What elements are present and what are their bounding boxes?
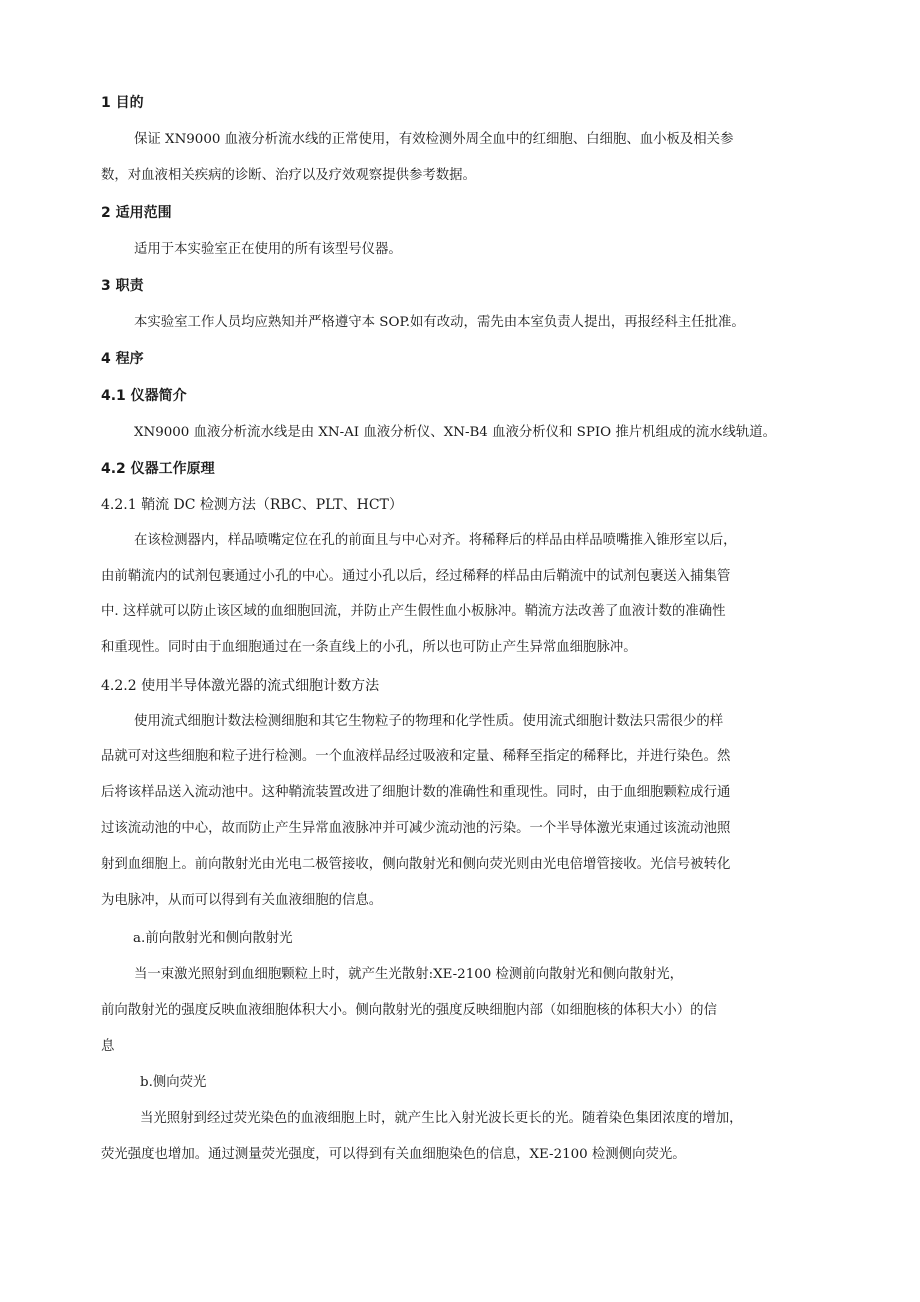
- subsection-a-line-1: 当一束激光照射到血细胞颗粒上时，就产生光散射:XE-2100 检测前向散射光和侧向散射光，: [134, 967, 683, 982]
- section-4-2-1-line-2: 由前鞘流内的试剂包裹通过小孔的中心。通过小孔以后，经过稀释的样品由后鞘流中的试剂包裹送入捕集管: [101, 569, 731, 584]
- section-2-title: 2 适用范围: [101, 205, 172, 221]
- subsection-a-line-2: 前向散射光的强度反映血液细胞体积大小。侧向散射光的强度反映细胞内部（如细胞核的体积大小）的信: [101, 1003, 717, 1018]
- section-4-2-2-line-1: 使用流式细胞计数法检测细胞和其它生物粒子的物理和化学性质。使用流式细胞计数法只需很少的样: [134, 714, 724, 729]
- subsection-a-line-3: 息: [101, 1039, 115, 1054]
- section-4-2-1-line-1: 在该检测器内，样品喷嘴定位在孔的前面且与中心对齐。将稀释后的样品由样品喷嘴推入锥形室以后，: [134, 533, 737, 548]
- section-3-title: 3 职责: [101, 278, 144, 294]
- section-2-paragraph-line-1: 适用于本实验室正在使用的所有该型号仪器。: [134, 242, 402, 257]
- section-4-2-2-line-3: 后将该样品送入流动池中。这种鞘流装置改进了细胞计数的准确性和重现性。同时，由于血细胞颗粒成行通: [101, 785, 731, 800]
- section-4-1-title: 4.1 仪器简介: [101, 388, 187, 404]
- section-4-2-2-line-6: 为电脉冲，从而可以得到有关血液细胞的信息。: [101, 893, 383, 908]
- section-1-title: 1 目的: [101, 95, 144, 111]
- section-4-2-2-line-4: 过该流动池的中心，故而防止产生异常血液脉冲并可减少流动池的污染。一个半导体激光束通过该流动池照: [101, 821, 731, 836]
- section-4-1-paragraph-line-1: XN9000 血液分析流水线是由 XN-AI 血液分析仪、XN-B4 血液分析仪和 SPIO 推片机组成的流水线轨道。: [134, 425, 777, 440]
- subsection-b-title: b.侧向荧光: [140, 1075, 207, 1090]
- section-1-paragraph-line-1: 保证 XN9000 血液分析流水线的正常使用，有效检测外周全血中的红细胞、白细胞、血小板及相关参: [134, 132, 734, 147]
- subsection-a-title: a.前向散射光和侧向散射光: [133, 931, 293, 946]
- section-3-paragraph-line-1: 本实验室工作人员均应熟知并严格遵守本 SOP.如有改动，需先由本室负责人提出，再报经科主任批准。: [134, 315, 745, 330]
- section-4-2-1-line-4: 和重现性。同时由于血细胞通过在一条直线上的小孔，所以也可防止产生异常血细胞脉冲。: [101, 640, 637, 655]
- section-4-2-1-title: 4.2.1 鞘流 DC 检测方法（RBC、PLT、HCT）: [101, 497, 403, 513]
- section-4-title: 4 程序: [101, 351, 144, 367]
- section-4-2-2-line-2: 品就可对这些细胞和粒子进行检测。一个血液样品经过吸液和定量、稀释至指定的稀释比，并进行染色。然: [101, 749, 731, 764]
- section-4-2-2-title: 4.2.2 使用半导体激光器的流式细胞计数方法: [101, 678, 380, 694]
- section-4-2-1-line-3: 中. 这样就可以防止该区域的血细胞回流，并防止产生假性血小板脉冲。鞘流方法改善了血液计数的准确性: [101, 604, 726, 619]
- subsection-b-line-1: 当光照射到经过荧光染色的血液细胞上时，就产生比入射光波长更长的光。随着染色集团浓度的增加，: [140, 1111, 743, 1126]
- section-4-2-2-line-5: 射到血细胞上。前向散射光由光电二极管接收，侧向散射光和侧向荧光则由光电倍增管接收。光信号被转化: [101, 857, 731, 872]
- section-1-paragraph-line-2: 数，对血液相关疾病的诊断、治疗以及疗效观察提供参考数据。: [101, 168, 476, 183]
- subsection-b-line-2: 荧光强度也增加。通过测量荧光强度，可以得到有关血细胞染色的信息，XE-2100 检测侧向荧光。: [101, 1147, 686, 1162]
- section-4-2-title: 4.2 仪器工作原理: [101, 461, 215, 477]
